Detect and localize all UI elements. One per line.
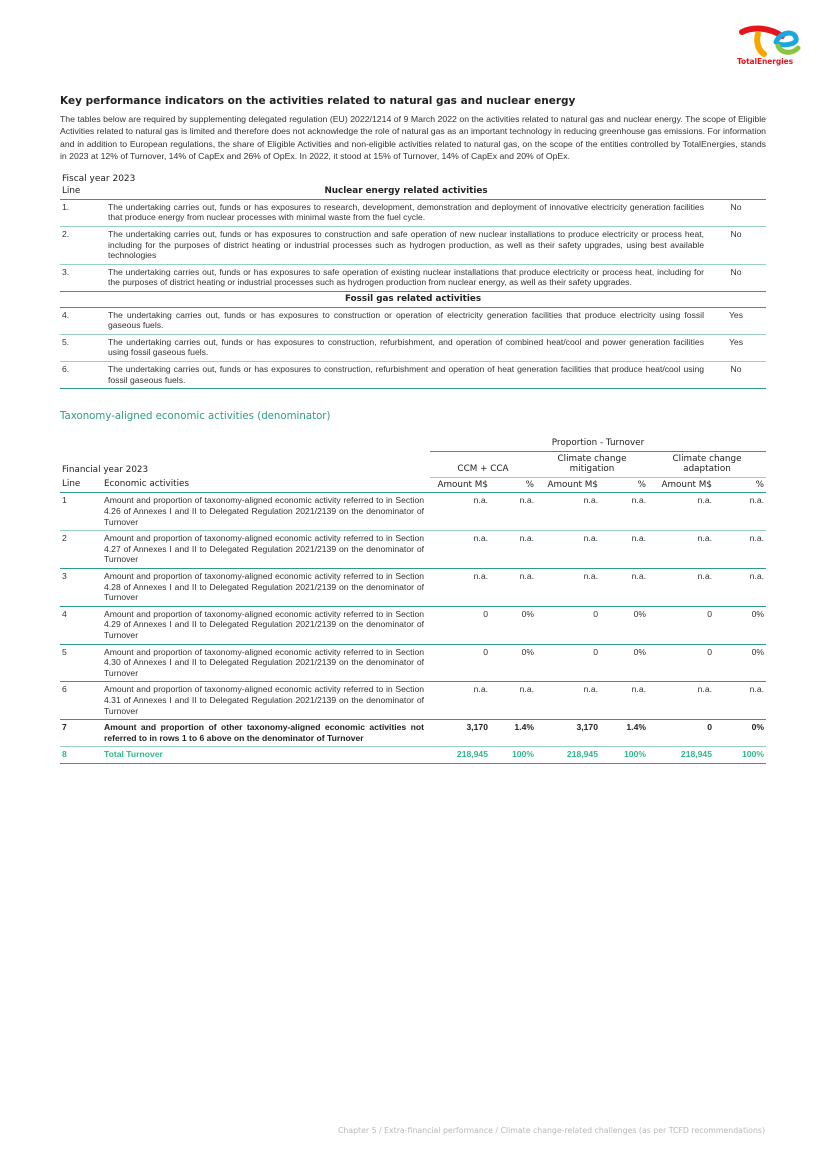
row-number: 5. [60, 334, 106, 361]
cell-value: n.a. [714, 531, 766, 569]
cell-value: n.a. [714, 569, 766, 607]
cell-value: n.a. [430, 531, 490, 569]
nuclear-header: Nuclear energy related activities [106, 184, 706, 199]
cell-value: 0 [648, 606, 714, 644]
row-answer: No [706, 264, 766, 291]
amount-header: Amount M$ [648, 477, 714, 493]
row-number: 4. [60, 307, 106, 334]
row-answer: No [706, 199, 766, 226]
taxonomy-section-title: Taxonomy-aligned economic activities (denominator) [60, 411, 331, 423]
fossil-header: Fossil gas related activities [60, 291, 766, 307]
row-number: 6. [60, 361, 106, 388]
table-row [60, 531, 766, 569]
table-row [60, 682, 766, 720]
row-description: Total Turnover [102, 747, 430, 764]
row-answer: No [706, 226, 766, 264]
proportion-header-row [60, 436, 766, 451]
row-description: Amount and proportion of taxonomy-aligned economic activity referred to in Section 4.27 of Annexes I and II to Delegated Regulation 2021/2139 on the denominator of Turnover [102, 531, 430, 569]
adaptation-header: Climate change adaptation [648, 451, 766, 477]
row-description: The undertaking carries out, funds or has exposures to construction or operation of electricity generation facilities that produce electricity using fossil gaseous fuels. [106, 307, 706, 334]
cell-value: 0 [536, 644, 600, 682]
cell-value: n.a. [430, 682, 490, 720]
cell-value: 0% [714, 644, 766, 682]
nuclear-gas-table [60, 184, 766, 389]
cell-value: 100% [600, 747, 648, 764]
cell-value: n.a. [648, 531, 714, 569]
row-description: The undertaking carries out, funds or has exposures to construction, refurbishment, and operation of combined heat/cool and power generation facilities using fossil gaseous fuels. [106, 334, 706, 361]
taxonomy-table [60, 436, 766, 764]
total-row [60, 747, 766, 764]
row-description: The undertaking carries out, funds or has exposures to construction, refurbishment and operation of heat generation facilities that produce heat/cool using fossil gaseous fuels. [106, 361, 706, 388]
fiscal-year-label: Fiscal year 2023 [62, 174, 136, 185]
cell-value: 0 [430, 644, 490, 682]
row-line: 7 [60, 720, 102, 747]
cell-value: n.a. [600, 531, 648, 569]
cell-value: n.a. [430, 569, 490, 607]
row-description: Amount and proportion of taxonomy-aligned economic activity referred to in Section 4.29 of Annexes I and II to Delegated Regulation 2021/2139 on the denominator of Turnover [102, 606, 430, 644]
table-row [60, 720, 766, 747]
table-row [60, 226, 766, 264]
row-answer: No [706, 361, 766, 388]
row-line: 5 [60, 644, 102, 682]
cell-value: n.a. [648, 569, 714, 607]
table-row [60, 493, 766, 531]
cell-value: 218,945 [430, 747, 490, 764]
cell-value: n.a. [536, 569, 600, 607]
line-header: Line [60, 184, 106, 199]
mitigation-header: Climate change mitigation [536, 451, 648, 477]
row-description: The undertaking carries out, funds or has exposures to safe operation of existing nuclear installations that produce electricity or process heat, including for the purposes of district heating or industrial processes such as hydrogen production from nuclear energy, as well as their safety upgrades. [106, 264, 706, 291]
cell-value: 100% [714, 747, 766, 764]
table-row [60, 569, 766, 607]
cell-value: 3,170 [430, 720, 490, 747]
cell-value: 218,945 [536, 747, 600, 764]
table-header-row [60, 184, 766, 199]
table-row [60, 307, 766, 334]
row-description: Amount and proportion of taxonomy-aligned economic activity referred to in Section 4.31 of Annexes I and II to Delegated Regulation 2021/2139 on the denominator of Turnover [102, 682, 430, 720]
column-header-row [60, 477, 766, 493]
fossil-header-row [60, 291, 766, 307]
proportion-header: Proportion - Turnover [430, 436, 766, 451]
cell-value: 0% [600, 606, 648, 644]
cell-value: n.a. [648, 493, 714, 531]
pct-header: % [490, 477, 536, 493]
cell-value: 0% [490, 644, 536, 682]
cell-value: 0 [536, 606, 600, 644]
cell-value: n.a. [714, 682, 766, 720]
cell-value: n.a. [600, 569, 648, 607]
cell-value: 0% [714, 720, 766, 747]
pct-header: % [714, 477, 766, 493]
cell-value: n.a. [490, 493, 536, 531]
row-line: 4 [60, 606, 102, 644]
group-header-row [60, 451, 766, 477]
cell-value: n.a. [714, 493, 766, 531]
logo-mark-icon [736, 22, 802, 58]
cell-value: 1.4% [490, 720, 536, 747]
table-row [60, 606, 766, 644]
logo-text: TotalEnergies [737, 57, 793, 66]
cell-value: n.a. [536, 493, 600, 531]
row-answer: Yes [706, 334, 766, 361]
row-line: 1 [60, 493, 102, 531]
cell-value: n.a. [536, 682, 600, 720]
answer-header-blank [706, 184, 766, 199]
cell-value: 3,170 [536, 720, 600, 747]
line-header: Line [60, 477, 102, 493]
row-number: 1. [60, 199, 106, 226]
table-row [60, 334, 766, 361]
cell-value: n.a. [600, 493, 648, 531]
cell-value: 218,945 [648, 747, 714, 764]
table-row [60, 264, 766, 291]
kpi-title: Key performance indicators on the activities related to natural gas and nuclear energy [60, 95, 576, 107]
financial-year-label: Financial year 2023 [62, 464, 149, 475]
row-description: Amount and proportion of taxonomy-aligned economic activity referred to in Section 4.26 of Annexes I and II to Delegated Regulation 2021/2139 on the denominator of Turnover [102, 493, 430, 531]
cell-value: 0% [714, 606, 766, 644]
table-row [60, 644, 766, 682]
cell-value: n.a. [490, 682, 536, 720]
row-line: 6 [60, 682, 102, 720]
cell-value: n.a. [600, 682, 648, 720]
cell-value: n.a. [430, 493, 490, 531]
amount-header: Amount M$ [430, 477, 490, 493]
cell-value: 0 [648, 720, 714, 747]
page-content [60, 95, 766, 764]
page-footer: Chapter 5 / Extra-financial performance / Climate change-related challenges (as per TCFD recommendations) [337, 1126, 765, 1135]
row-description: Amount and proportion of taxonomy-aligned economic activity referred to in Section 4.30 of Annexes I and II to Delegated Regulation 2021/2139 on the denominator of Turnover [102, 644, 430, 682]
row-answer: Yes [706, 307, 766, 334]
row-description: The undertaking carries out, funds or has exposures to construction and safe operation of new nuclear installations to produce electricity or process heat, including for the purposes of district heating or industrial processes such as hydrogen production, as well as their safety upgrades, using best available technologies [106, 226, 706, 264]
table-row [60, 361, 766, 388]
row-line: 2 [60, 531, 102, 569]
cell-value: 0 [648, 644, 714, 682]
row-line: 8 [60, 747, 102, 764]
cell-value: n.a. [490, 531, 536, 569]
row-description: Amount and proportion of taxonomy-aligned economic activity referred to in Section 4.28 of Annexes I and II to Delegated Regulation 2021/2139 on the denominator of Turnover [102, 569, 430, 607]
row-description: Amount and proportion of other taxonomy-aligned economic activities not referred to in rows 1 to 6 above on the denominator of Turnover [102, 720, 430, 747]
cell-value: 1.4% [600, 720, 648, 747]
cell-value: n.a. [536, 531, 600, 569]
cell-value: n.a. [648, 682, 714, 720]
cell-value: n.a. [490, 569, 536, 607]
pct-header: % [600, 477, 648, 493]
row-line: 3 [60, 569, 102, 607]
table-row [60, 199, 766, 226]
row-number: 2. [60, 226, 106, 264]
row-number: 3. [60, 264, 106, 291]
intro-paragraph: The tables below are required by supplementing delegated regulation (EU) 2022/1214 of 9 March 2022 on the activities related to natural gas and nuclear energy. The scope of Eligible Activities related to natural gas is limited and therefore does not acknowledge the role of natural gas as an important technology in reducing greenhouse gas emissions. For information and in addition to European regulations, the share of Eligible Activities and non-eligible activities related to natural gas, on the scope of the entities controlled by TotalEnergies, stands in 2023 at 12% of Turnover, 14% of CapEx and 26% of OpEx. In 2022, it stood at 15% of Turnover, 14% of CapEx and 20% of OpEx. [60, 114, 766, 161]
ccm-cca-header: CCM + CCA [430, 451, 536, 477]
amount-header: Amount M$ [536, 477, 600, 493]
row-description: The undertaking carries out, funds or has exposures to research, development, demonstration and deployment of innovative electricity generation facilities that produce energy from nuclear processes with minimal waste from the fuel cycle. [106, 199, 706, 226]
cell-value: 0 [430, 606, 490, 644]
cell-value: 100% [490, 747, 536, 764]
cell-value: 0% [490, 606, 536, 644]
activities-header: Economic activities [102, 477, 430, 493]
cell-value: 0% [600, 644, 648, 682]
